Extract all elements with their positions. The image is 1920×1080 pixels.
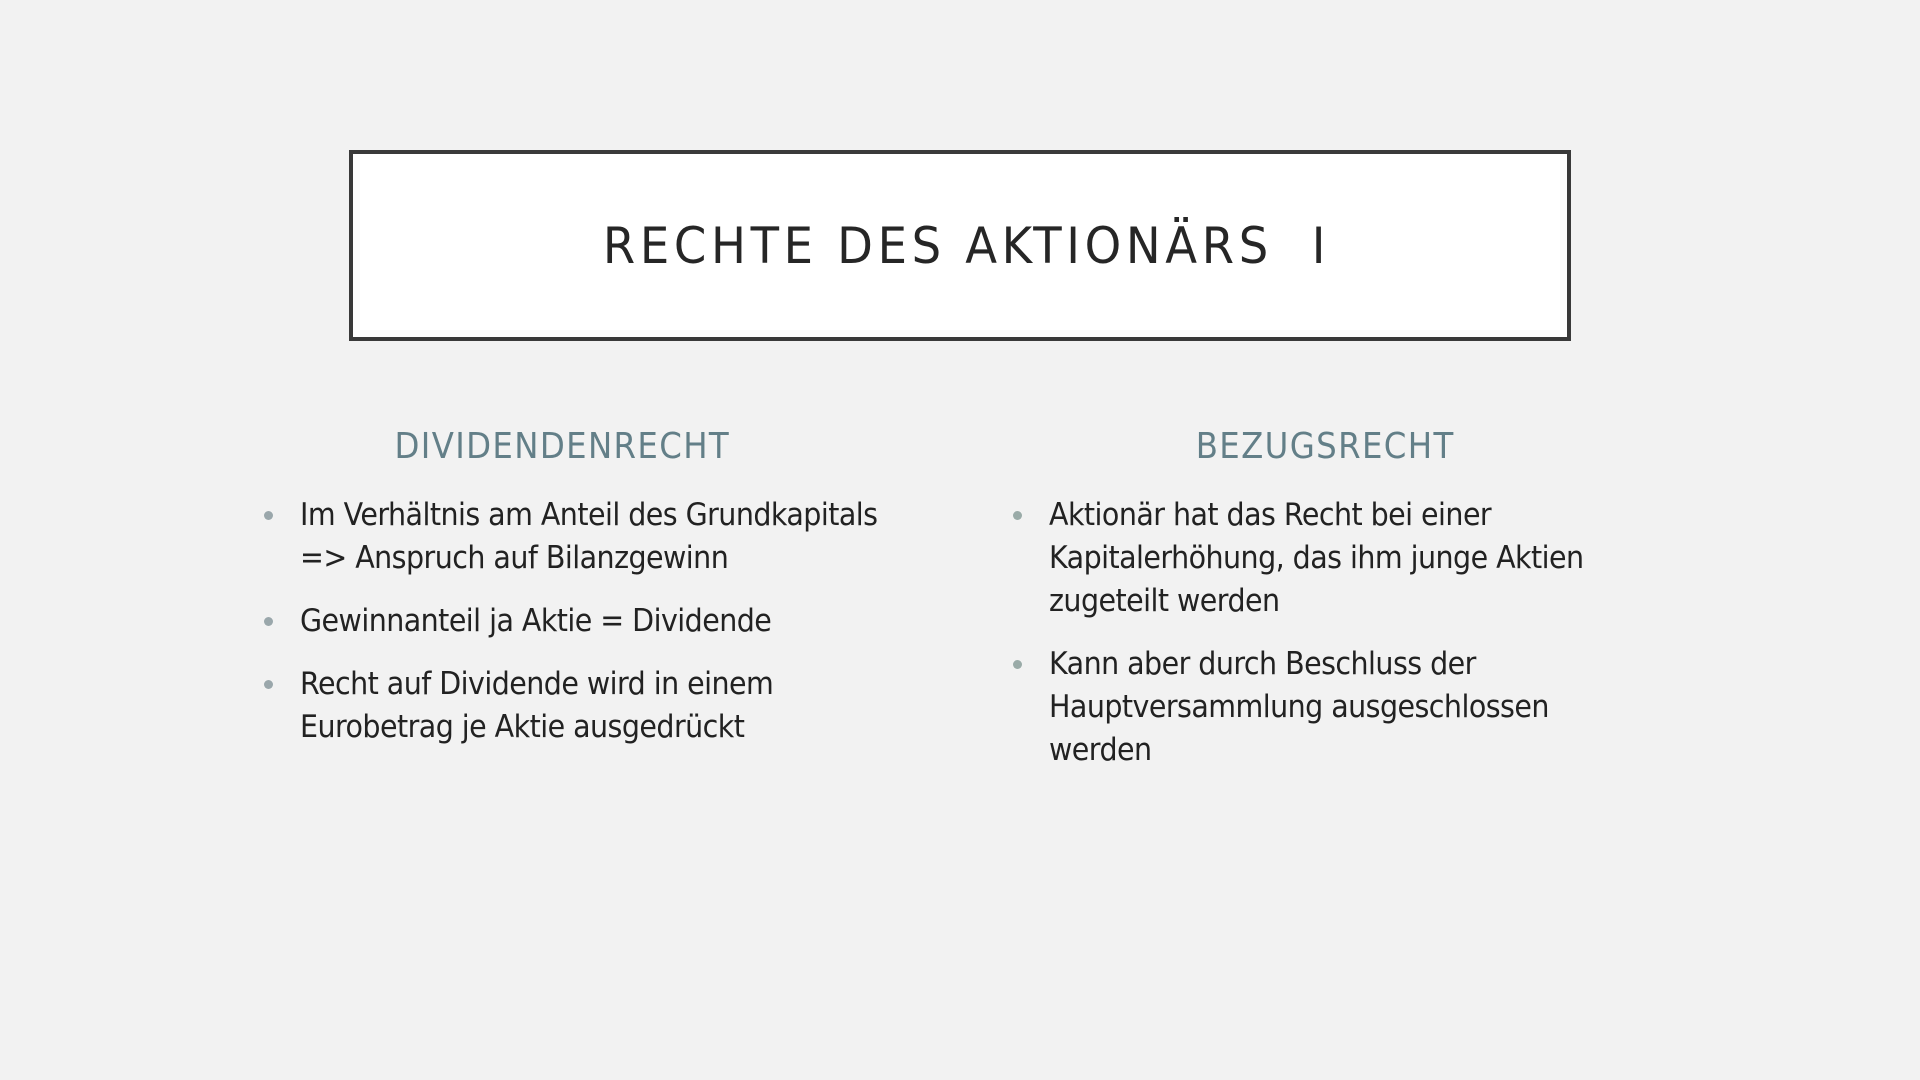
column-heading: DIVIDENDENRECHT <box>394 426 731 467</box>
bullet-item <box>255 494 935 580</box>
bullet-dot-icon <box>1013 511 1022 520</box>
bullet-dot-icon <box>1013 660 1022 669</box>
bullet-line: werden <box>1049 732 1152 768</box>
bullet-line: Kann aber durch Beschluss der <box>1049 646 1476 682</box>
bullet-list <box>255 494 935 749</box>
bullet-dot-icon <box>264 617 273 626</box>
bullet-dot-icon <box>264 680 273 689</box>
bullet-line: Recht auf Dividende wird in einem <box>300 666 774 702</box>
bullet-line: Im Verhältnis am Anteil des Grundkapitals <box>300 497 878 533</box>
column-bezugsrecht <box>1004 420 1664 792</box>
bullet-line: zugeteilt werden <box>1049 583 1280 619</box>
bullet-line: Gewinnanteil ja Aktie = Dividende <box>300 603 772 639</box>
bullet-item <box>1004 494 1664 623</box>
bullet-dot-icon <box>264 511 273 520</box>
bullet-line: Hauptversammlung ausgeschlossen <box>1049 689 1549 725</box>
bullet-line: Aktionär hat das Recht bei einer <box>1049 497 1492 533</box>
bullet-line: Eurobetrag je Aktie ausgedrückt <box>300 709 745 745</box>
slide-title: RECHTE DES AKTIONÄRS I <box>602 216 1331 275</box>
bullet-line: => Anspruch auf Bilanzgewinn <box>300 540 729 576</box>
bullet-item <box>1004 643 1664 772</box>
column-heading: BEZUGSRECHT <box>1195 426 1455 467</box>
bullet-line: Kapitalerhöhung, das ihm junge Aktien <box>1049 540 1584 576</box>
bullet-item <box>255 600 935 643</box>
column-dividendenrecht <box>255 420 935 769</box>
title-box <box>349 150 1571 341</box>
bullet-list <box>1004 494 1664 772</box>
bullet-item <box>255 663 935 749</box>
